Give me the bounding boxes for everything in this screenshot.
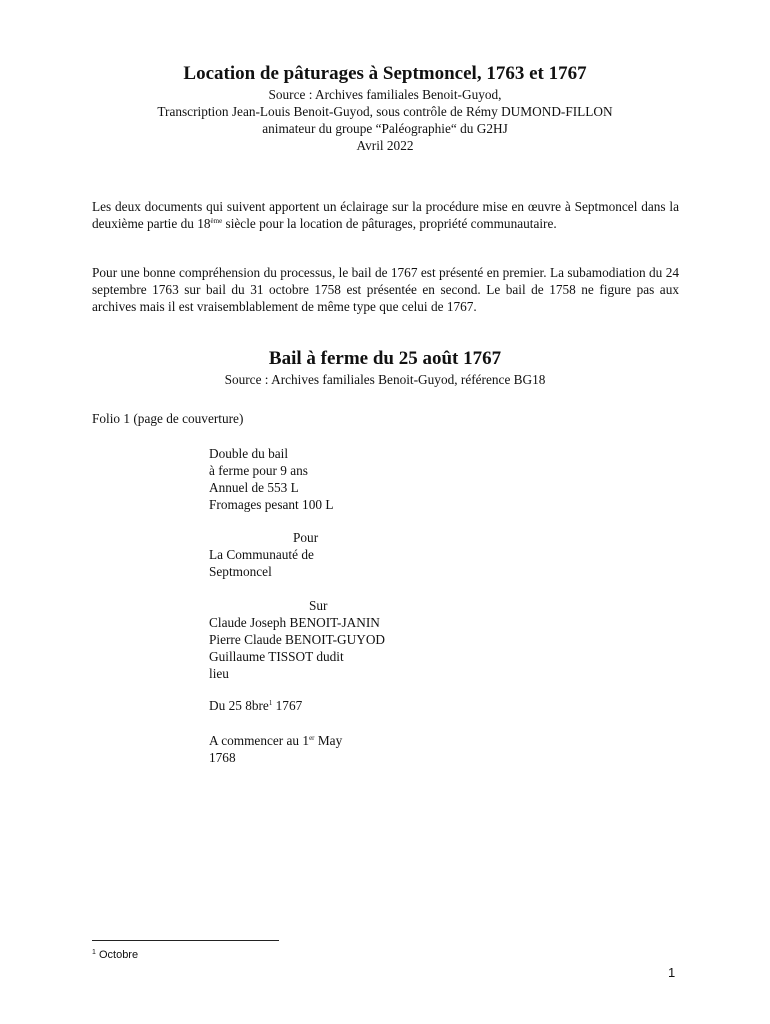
footnote-ref: 1 bbox=[268, 699, 273, 707]
header-animateur: animateur du groupe “Paléographie“ du G2HJ bbox=[262, 121, 508, 136]
cover-line: Fromages pesant 100 L bbox=[209, 497, 334, 512]
header-date: Avril 2022 bbox=[356, 138, 414, 153]
cover-block-1 bbox=[209, 445, 333, 513]
intro-p1-text-end: siècle pour la location de pâturages, propriété communautaire. bbox=[222, 216, 557, 231]
cover-start-year: 1768 bbox=[209, 750, 236, 765]
cover-line: lieu bbox=[209, 666, 229, 681]
header-transcription: Transcription Jean-Louis Benoit-Guyod, sous contrôle de Rémy DUMOND-FILLON bbox=[157, 104, 613, 119]
intro-p1-sup: ème bbox=[210, 217, 223, 225]
cover-line: Annuel de 553 L bbox=[209, 480, 299, 495]
intro-paragraph-2: Pour une bonne compréhension du processus, le bail de 1767 est présenté en premier. La subamodiation du 24 septembre 1763 sur bail du 31 octobre 1758 est présentée en second. Le bail de 1758 ne figure pas aux archives mais il est vraisemblablement de même type que celui de 1767. bbox=[92, 265, 679, 314]
document-title: Location de pâturages à Septmoncel, 1763 et 1767 bbox=[183, 63, 587, 84]
cover-line: La Communauté de bbox=[209, 547, 314, 562]
cover-line: Claude Joseph BENOIT-JANIN bbox=[209, 615, 380, 630]
header-source: Source : Archives familiales Benoit-Guyod, bbox=[268, 87, 502, 102]
section-source: Source : Archives familiales Benoit-Guyod, référence BG18 bbox=[224, 372, 546, 387]
cover-block-3 bbox=[209, 597, 385, 682]
cover-start-sup: er bbox=[309, 734, 315, 742]
cover-date-line bbox=[209, 697, 302, 714]
cover-line: à ferme pour 9 ans bbox=[209, 463, 308, 478]
cover-start-text: A commencer au 1 bbox=[209, 733, 310, 748]
cover-start-month: May bbox=[314, 733, 343, 748]
cover-block-2 bbox=[209, 529, 318, 580]
footnote bbox=[92, 949, 138, 961]
cover-sur: Sur bbox=[309, 598, 328, 613]
folio-label: Folio 1 (page de couverture) bbox=[92, 411, 244, 426]
intro-paragraph-1 bbox=[92, 198, 679, 232]
cover-date-year: 1767 bbox=[272, 698, 303, 713]
cover-line: Guillaume TISSOT dudit bbox=[209, 649, 344, 664]
cover-start-block bbox=[209, 732, 342, 766]
intro-p1-text: Les deux documents qui suivent apportent un éclairage sur la procédure mise en œuvre à Septmoncel dans la deuxième partie du 18 bbox=[92, 199, 679, 231]
footnote-mark: 1 bbox=[92, 949, 96, 956]
document-header-info bbox=[0, 86, 770, 154]
section-title: Bail à ferme du 25 août 1767 bbox=[268, 348, 502, 369]
page-number: 1 bbox=[668, 965, 676, 980]
footnote-separator bbox=[92, 940, 279, 941]
cover-pour: Pour bbox=[293, 530, 319, 545]
cover-line: Pierre Claude BENOIT-GUYOD bbox=[209, 632, 386, 647]
cover-line: Double du bail bbox=[209, 446, 289, 461]
cover-date-text: Du 25 8bre bbox=[209, 698, 269, 713]
footnote-text: Octobre bbox=[95, 949, 139, 961]
cover-line: Septmoncel bbox=[209, 564, 272, 579]
